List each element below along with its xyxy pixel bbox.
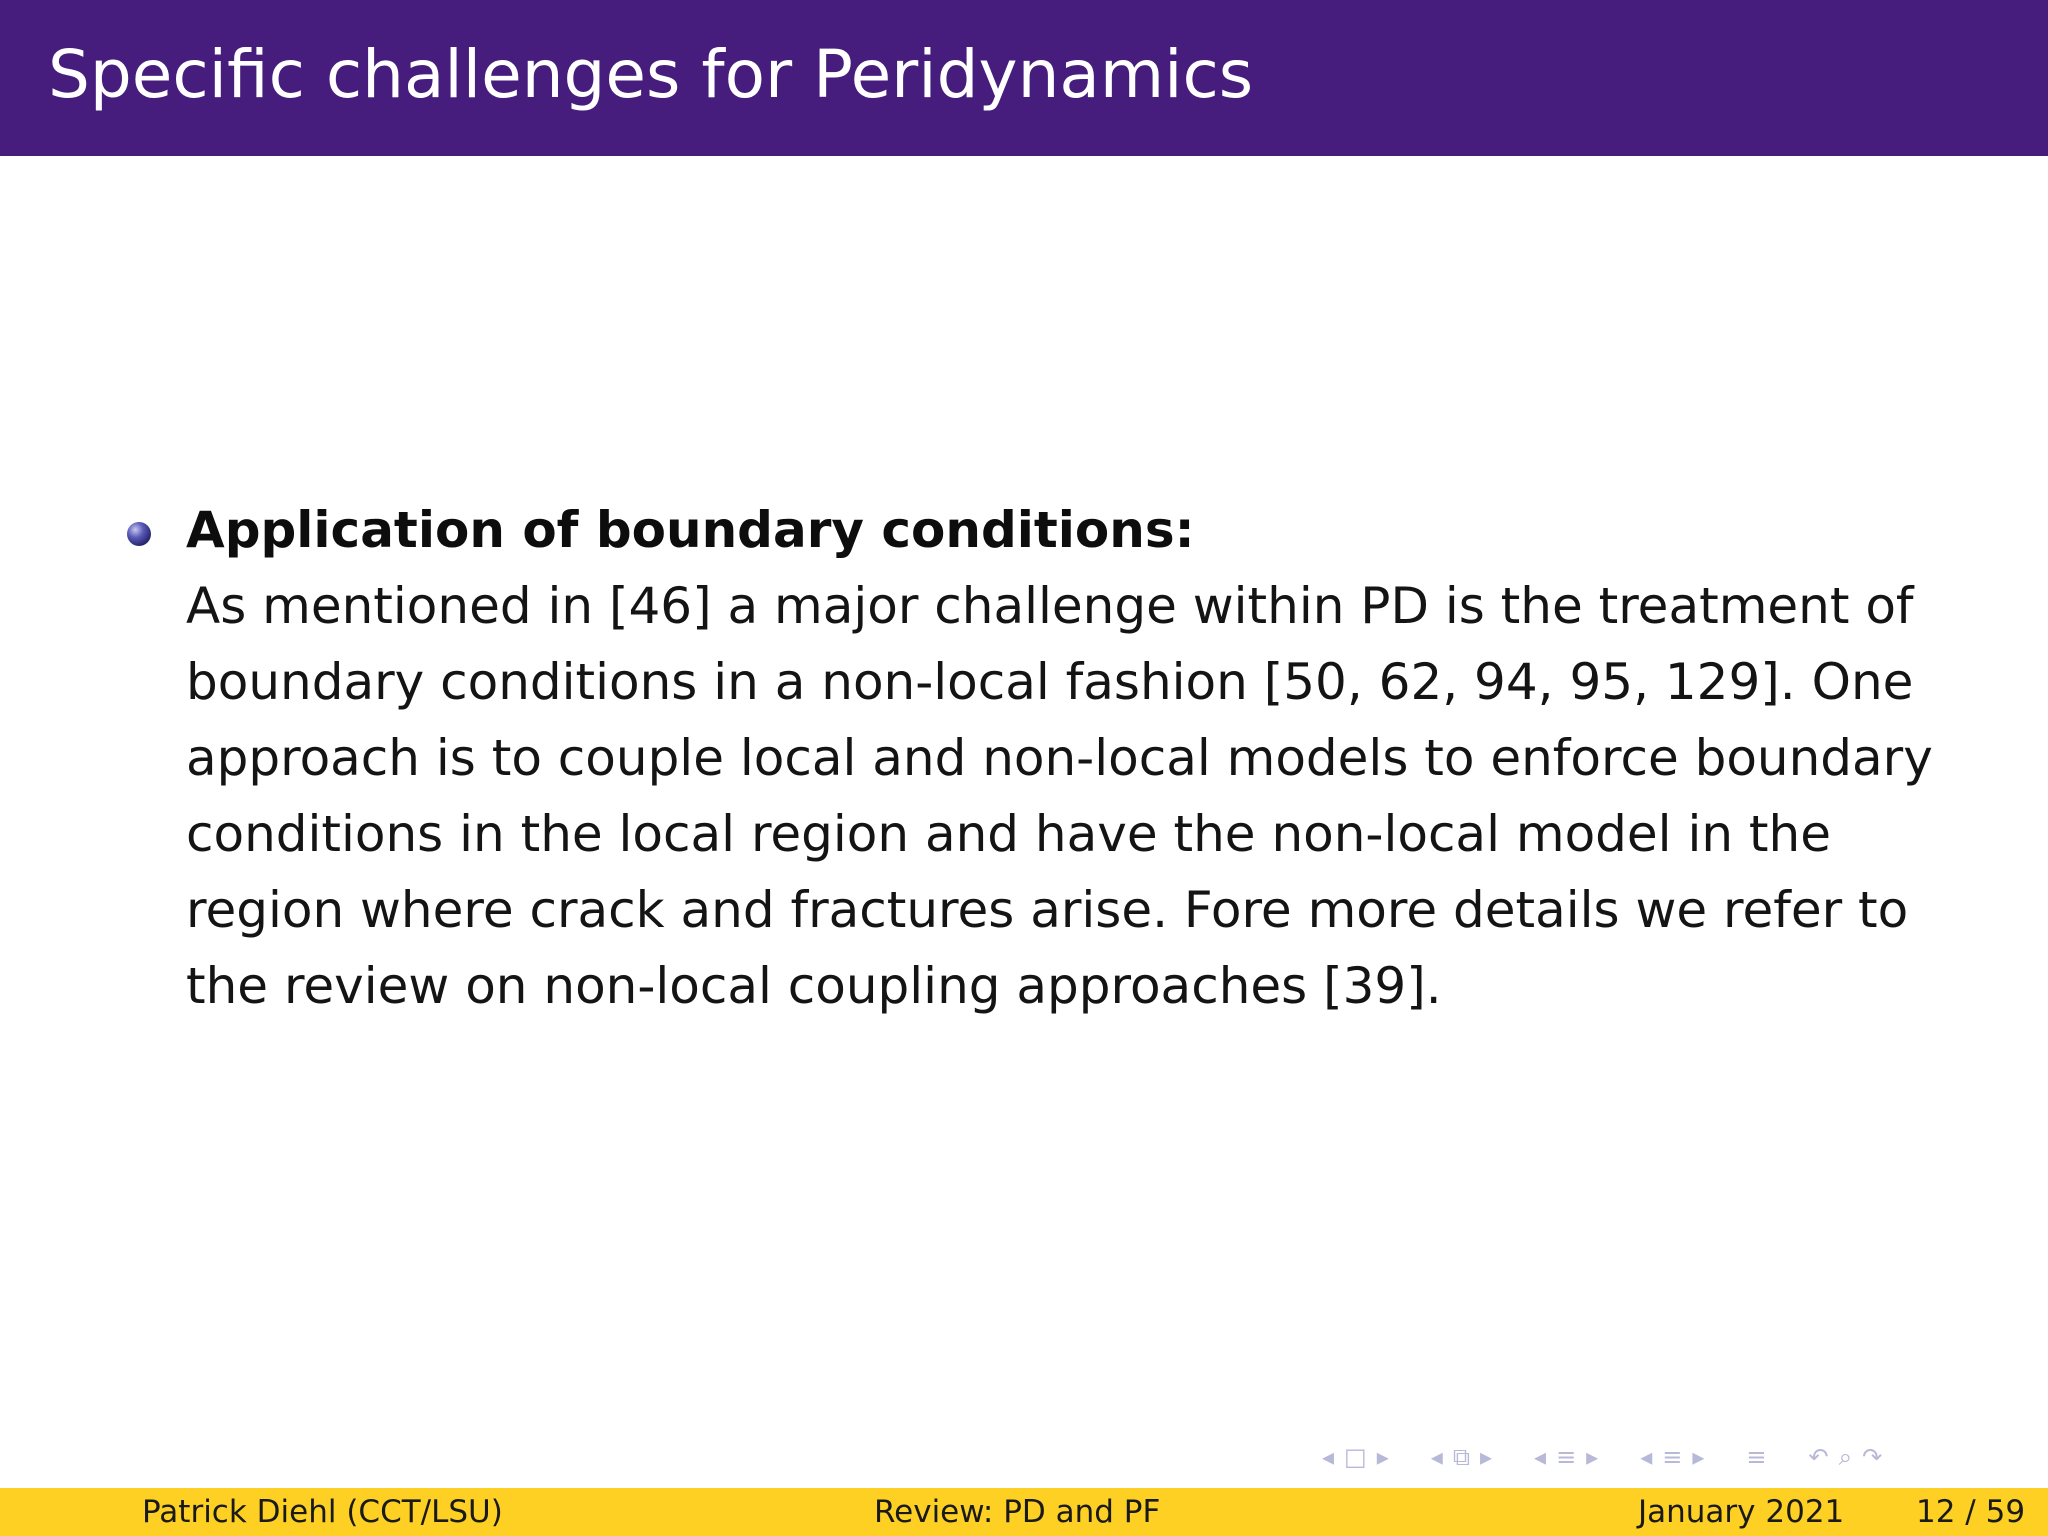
bullet-text-line: the review on non-local coupling approaches [39]. <box>186 957 1442 1015</box>
nav-next-icon[interactable]: ▸ <box>1586 1443 1599 1471</box>
bullet-heading: Application of boundary conditions: <box>186 501 1195 559</box>
align-icon[interactable]: ≡ <box>1746 1443 1767 1471</box>
bullet-text-line: As mentioned in [46] a major challenge within PD is the treatment of <box>186 577 1914 635</box>
title-bar <box>0 0 2048 156</box>
footer-date: January 2021 <box>1638 1494 1845 1530</box>
outline-icon[interactable]: ≡ <box>1662 1443 1683 1471</box>
search-icon[interactable]: ⌕ <box>1838 1443 1853 1471</box>
section-icon[interactable]: ≡ <box>1556 1443 1577 1471</box>
bullet-text-line: approach is to couple local and non-local models to enforce boundary <box>186 729 1933 787</box>
footer-page-number: 12 / 59 <box>1916 1494 2026 1530</box>
footer-author: Patrick Diehl (CCT/LSU) <box>142 1494 503 1530</box>
navigation-bar <box>1322 1440 2022 1474</box>
nav-next-icon[interactable]: ▸ <box>1692 1443 1705 1471</box>
subsection-icon[interactable]: ⧉ <box>1452 1443 1470 1471</box>
nav-prev-icon[interactable]: ◂ <box>1430 1443 1443 1471</box>
bullet-text-line: region where crack and fractures arise. Fore more details we refer to <box>186 881 1909 939</box>
nav-prev-icon[interactable]: ◂ <box>1322 1443 1335 1471</box>
nav-next-icon[interactable]: ▸ <box>1479 1443 1493 1471</box>
slide-content <box>124 492 2004 1024</box>
frame-icon[interactable]: □ <box>1344 1443 1367 1471</box>
nav-prev-icon[interactable]: ◂ <box>1534 1443 1547 1471</box>
bullet-ball-icon <box>127 522 151 546</box>
nav-prev-icon[interactable]: ◂ <box>1640 1443 1653 1471</box>
footer-bar <box>0 1488 2048 1536</box>
bullet-text-line: conditions in the local region and have the non-local model in the <box>186 805 1831 863</box>
bullet-text-line: boundary conditions in a non-local fashion [50, 62, 94, 95, 129]. One <box>186 653 1914 711</box>
slide-title: Specific challenges for Peridynamics <box>48 36 1254 113</box>
undo-icon[interactable]: ↶ <box>1808 1443 1829 1471</box>
footer-title: Review: PD and PF <box>874 1494 1161 1530</box>
bullet-item <box>124 492 2004 1024</box>
redo-icon[interactable]: ↷ <box>1862 1443 1883 1471</box>
nav-next-icon[interactable]: ▸ <box>1376 1443 1389 1471</box>
